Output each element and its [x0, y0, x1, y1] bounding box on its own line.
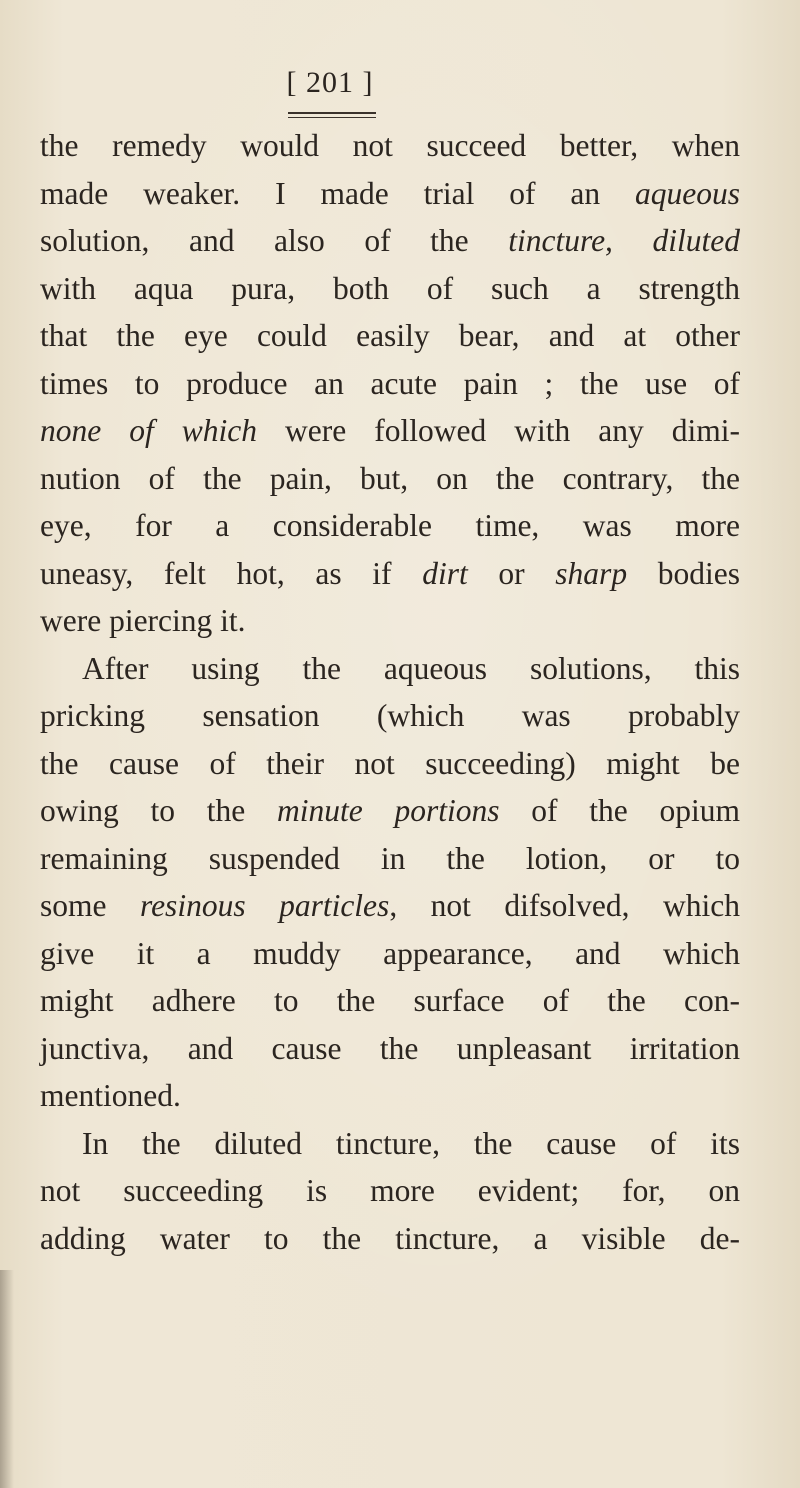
binding-shadow	[0, 1270, 14, 1488]
text-line	[40, 692, 740, 740]
text-line	[40, 407, 740, 455]
text-segment: uneasy, felt hot, as if	[40, 555, 423, 591]
text-line	[40, 1215, 740, 1263]
text-line	[40, 217, 740, 265]
italic-text: resinous particles	[139, 888, 390, 923]
italic-text: minute portions	[277, 793, 500, 828]
text-line	[40, 1025, 740, 1073]
text-line	[40, 740, 740, 788]
text-line	[40, 645, 740, 693]
italic-text: dirt	[422, 555, 468, 591]
text-segment: solution, and also of the	[40, 223, 509, 258]
text-line	[40, 930, 740, 978]
text-line	[40, 1167, 740, 1215]
text-segment: give it a muddy appearance, and which	[40, 935, 740, 971]
text-segment: of the opium	[499, 793, 740, 828]
text-line	[40, 122, 740, 170]
text-segment: adding water to the tincture, a visible de-	[40, 1220, 740, 1256]
text-segment: some	[40, 888, 140, 923]
text-segment: times to produce an acute pain ; the use of	[40, 365, 740, 401]
text-segment: junctiva, and cause the unpleasant irritation	[40, 1030, 740, 1066]
text-line	[40, 360, 740, 408]
text-line	[40, 550, 740, 598]
body-text	[40, 122, 740, 1262]
text-line	[40, 1072, 740, 1120]
text-line	[40, 835, 740, 883]
text-line	[40, 455, 740, 503]
italic-text: aqueous	[635, 175, 740, 211]
header-rule	[288, 112, 376, 114]
text-segment: with aqua pura, both of such a strength	[40, 270, 740, 306]
text-segment: the cause of their not succeeding) might be	[40, 745, 740, 781]
text-segment: pricking sensation (which was probably	[40, 698, 740, 733]
italic-text: sharp	[555, 555, 628, 591]
text-segment: remaining suspended in the lotion, or to	[40, 840, 740, 876]
text-segment: or	[467, 555, 556, 591]
text-line	[40, 597, 740, 645]
text-segment: that the eye could easily bear, and at other	[40, 318, 740, 353]
text-segment: might adhere to the surface of the con-	[40, 983, 740, 1018]
text-segment: bodies	[627, 555, 740, 591]
text-line	[40, 1120, 740, 1168]
text-segment: the remedy would not succeed better, when	[40, 128, 740, 163]
text-segment: , not difsolved, which	[389, 888, 741, 923]
text-segment: made weaker. I made trial of an	[40, 175, 635, 211]
text-segment: After using the aqueous solutions, this	[82, 650, 740, 686]
text-line	[40, 977, 740, 1025]
text-segment: nution of the pain, but, on the contrary, the	[40, 460, 740, 496]
text-segment: not succeeding is more evident; for, on	[40, 1173, 740, 1208]
page-number: [ 201 ]	[286, 66, 374, 99]
italic-text: tincture, diluted	[508, 223, 740, 258]
text-segment: owing to the	[40, 793, 277, 828]
text-line	[40, 787, 740, 835]
text-line	[40, 170, 740, 218]
text-line	[40, 312, 740, 360]
text-segment: In the diluted tincture, the cause of its	[82, 1125, 740, 1161]
italic-text: none of which	[40, 413, 258, 448]
text-segment: were followed with any dimi-	[257, 413, 740, 448]
text-segment: mentioned.	[40, 1078, 181, 1113]
text-segment: eye, for a considerable time, was more	[40, 508, 740, 543]
text-line	[40, 502, 740, 550]
text-line	[40, 265, 740, 313]
text-segment: were piercing it.	[40, 603, 246, 638]
text-line	[40, 882, 740, 930]
